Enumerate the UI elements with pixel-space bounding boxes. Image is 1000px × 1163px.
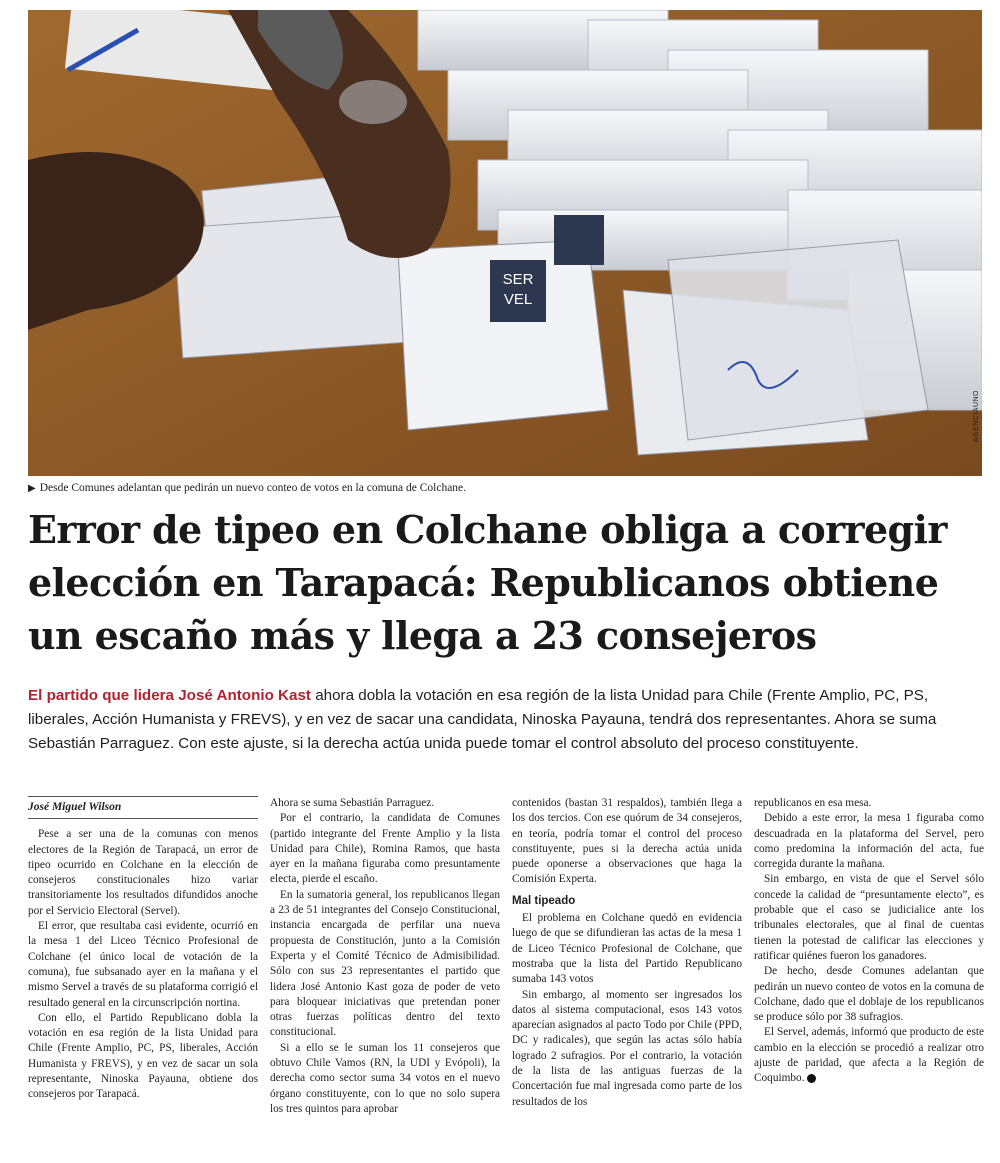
paragraph: Por el contrario, la candidata de Comunes (partido integrante del Frente Amplio y la lista Unidad para Chile), Romina Ramos, que hasta ayer en la mañana figuraba como presuntamente electa, pierde el escaño.	[270, 812, 500, 886]
column-3	[512, 796, 742, 1141]
paragraph: contenidos (bastan 31 respaldos), también llega a los dos tercios. Con ese quórum de 34 consejeros, en teoría, podría tomar el control del proceso constituyente, pues si la derecha actúa unida puede oponerse a observaciones que haga la Comisión Experta.	[512, 797, 742, 886]
article-photo	[28, 10, 982, 476]
servel-logo-bottom: VEL	[503, 291, 533, 308]
photo-caption	[28, 482, 982, 494]
column-2	[270, 796, 500, 1141]
caption-text: Desde Comunes adelantan que pedirán un nuevo conteo de votos en la comuna de Colchane.	[39, 482, 467, 494]
paragraph: Ahora se suma Sebastián Parraguez.	[270, 797, 435, 809]
paragraph: De hecho, desde Comunes adelantan que pedirán un nuevo conteo de votos en la comuna de Colchane, dado que el doblaje de los republicanos se produce sólo por 38 sufragios.	[754, 965, 984, 1024]
paragraph: El problema en Colchane quedó en evidencia luego de que se difundieran las actas de la mesa 1 de Liceo Técnico Profesional de Colchane, que mostraba que la lista del Partido Republicano sumaba 143 votos	[512, 912, 742, 986]
paragraph: republicanos en esa mesa.	[754, 797, 872, 809]
ballot-count-illustration	[28, 10, 982, 476]
paragraph	[754, 1025, 984, 1086]
lead-paragraph	[28, 684, 978, 756]
paragraph: Sin embargo, en vista de que el Servel sólo concede la calidad de “presuntamente electo”, es probable que el caso se judicialice ante los tribunales electorales, que al final de cuentas tienen la potestad de calificar las elecciones y ratificar quiénes fueron los ganadores.	[754, 873, 984, 962]
paragraph: Si a ello se le suman los 11 consejeros que obtuvo Chile Vamos (RN, la UDI y Evópoli), la derecha como sector suma 34 votos en el nuevo órgano constituyente, con lo que no solo supera los tres quintos para aprobar	[270, 1041, 500, 1115]
column-4	[754, 796, 984, 1141]
end-mark-icon	[807, 1074, 816, 1083]
headline	[28, 503, 978, 662]
article-body	[28, 796, 982, 1141]
headline-line: un escaño más y llega a 23 consejeros	[28, 613, 817, 658]
caption-marker-icon: ▶	[28, 483, 36, 494]
paragraph-text: El Servel, además, informó que producto de este cambio en la elección se procedió a realizar otro ajuste de paridad, que afecta a la Región de Coquimbo.	[754, 1026, 984, 1085]
photo-credit: AGENCIAUNO	[973, 390, 980, 443]
lead-text: ahora dobla la votación en esa región de la lista Unidad para Chile (Frente Amplio, PC, PS, liberales, Acción Humanista y FREVS), y en vez de sacar una candidata, Ninoska Payauna, tendrá dos representantes. Ahora se suma Sebastián Parraguez. Con este ajuste, si la derecha actúa unida puede tomar el control absoluto del proceso constituyente.	[28, 687, 937, 752]
lead-kicker: El partido que lidera José Antonio Kast	[28, 687, 311, 704]
servel-logo-top: SER	[502, 271, 534, 288]
paragraph: Pese a ser una de la comunas con menos electores de la Región de Tarapacá, un error de tipeo ocurrido en Colchane en la elección de consejeros constitucionales hizo variar transitoriamente los resultados difundidos anoche por el Servicio Electoral (Servel).	[28, 828, 258, 917]
paragraph: En la sumatoria general, los republicanos llegan a 23 de 51 integrantes del Consejo Constitucional, instancia encargada de perfilar una nueva propuesta de Constitución, junto a la Comisión Experta y el Comité Técnico de Admisibilidad. Sólo con sus 23 representantes el partido que lidera José Antonio Kast goza de poder de veto para bloquear iniciativas que pretendan poner otras fuerzas políticas dentro del texto constitucional.	[270, 888, 500, 1039]
subheading: Mal tipeado	[512, 894, 576, 907]
paragraph: El error, que resultaba casi evidente, ocurrió en la mesa 1 del Liceo Técnico Profesional de Colchane (el único local de votación de la comuna), fue subsanado ayer en la mañana y el mismo Servel a través de su plataforma corrigió el resultado general en la circunscripción nortina.	[28, 920, 258, 1009]
paragraph: Con ello, el Partido Republicano dobla la votación en esa región de la lista Unidad para Chile (Frente Amplio, PC, PS, liberales, Acción Humanista y FREVS), y en vez de sacar un sola representante, Ninoska Payauna, obtiene dos consejeros por Tarapacá.	[28, 1011, 258, 1101]
column-1	[28, 796, 258, 1141]
headline-line: Error de tipeo en Colchane obliga a corregir	[28, 507, 947, 552]
paragraph: Debido a este error, la mesa 1 figuraba como descuadrada en la plataforma del Servel, pero como predomina la información del acta, fue corregida durante la mañana.	[754, 812, 984, 871]
byline: José Miguel Wilson	[28, 796, 258, 819]
paragraph: Sin embargo, al momento ser ingresados los datos al sistema computacional, esos 143 votos aparecían asignados al pacto Todo por Chile (PPD, DC y radicales), que según las actas sólo había logrado 2 sufragios. Por el contrario, la votación de la lista de las antiguas fuerzas de la Concertación fue mal ingresada como parte de los resultados de los	[512, 988, 742, 1108]
headline-line: elección en Tarapacá: Republicanos obtiene	[28, 560, 939, 605]
